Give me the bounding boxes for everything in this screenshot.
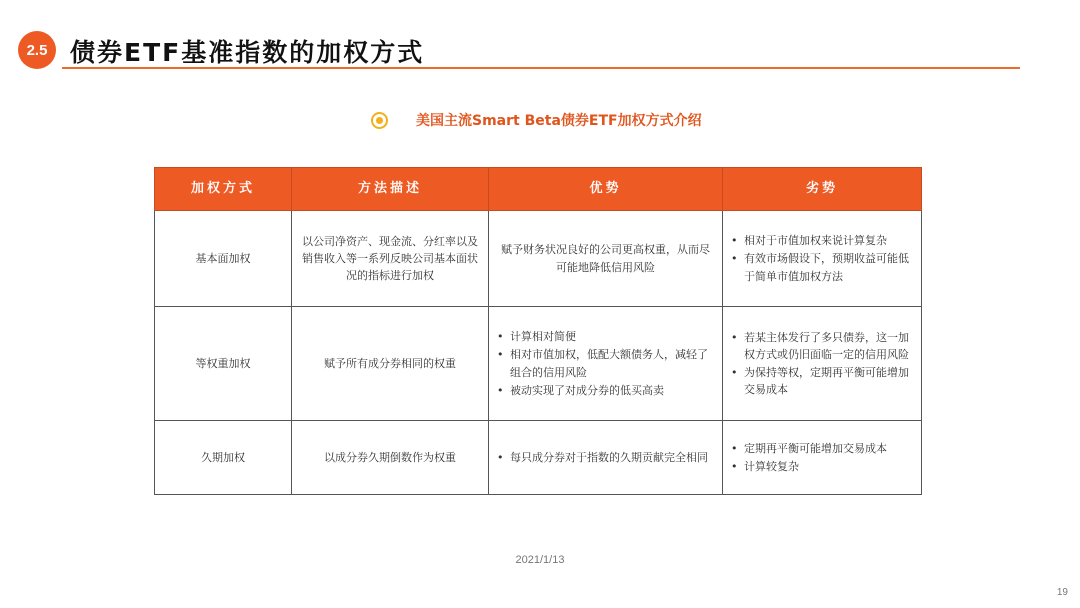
table-row — [155, 307, 922, 421]
section-number-badge — [18, 31, 56, 69]
header-weighting-method: 加权方式 — [155, 168, 292, 211]
list-item: • 相对于市值加权来说计算复杂 — [731, 232, 913, 249]
list-item: • 为保持等权，定期再平衡可能增加交易成本 — [731, 364, 913, 398]
cell-weighting-method: 基本面加权 — [155, 211, 292, 307]
cell-weighting-method: 久期加权 — [155, 421, 292, 495]
cell-advantages: 赋予财务状况良好的公司更高权重，从而尽可能地降低信用风险 — [489, 211, 723, 307]
list-item: • 相对市值加权，低配大额债务人，减轻了组合的信用风险 — [497, 346, 714, 380]
cell-method-description: 以成分券久期倒数作为权重 — [292, 421, 489, 495]
list-item: • 定期再平衡可能增加交易成本 — [731, 440, 913, 457]
cell-advantages — [489, 421, 723, 495]
header-advantages: 优势 — [489, 168, 723, 211]
table-row — [155, 211, 922, 307]
cell-disadvantages — [723, 307, 922, 421]
table-caption — [371, 110, 702, 130]
list-item: • 被动实现了对成分券的低买高卖 — [497, 382, 714, 399]
header-disadvantages: 劣势 — [723, 168, 922, 211]
cell-weighting-method: 等权重加权 — [155, 307, 292, 421]
table-subtitle: 美国主流Smart Beta债券ETF加权方式介绍 — [416, 113, 702, 129]
list-item: • 若某主体发行了多只债券，这一加权方式或仍旧面临一定的信用风险 — [731, 329, 913, 363]
page-title: 债券ETF基准指数的加权方式 — [70, 38, 425, 67]
cell-advantages — [489, 307, 723, 421]
footer-date: 2021/1/13 — [515, 554, 565, 566]
cell-method-description: 以公司净资产、现金流、分红率以及销售收入等一系列反映公司基本面状况的指标进行加权 — [292, 211, 489, 307]
cell-disadvantages — [723, 421, 922, 495]
weighting-methods-table — [154, 167, 922, 495]
section-number: 2.5 — [26, 41, 48, 59]
list-item: • 计算相对简便 — [497, 328, 714, 345]
title-divider — [62, 67, 1020, 69]
page-number: 19 — [1056, 587, 1068, 598]
table-row — [155, 421, 922, 495]
circle-bullet-icon — [371, 112, 388, 129]
cell-method-description: 赋予所有成分券相同的权重 — [292, 307, 489, 421]
list-item: • 每只成分券对于指数的久期贡献完全相同 — [497, 449, 714, 466]
list-item: • 计算较复杂 — [731, 458, 913, 475]
table-header-row — [155, 168, 922, 211]
header-method-description: 方法描述 — [292, 168, 489, 211]
list-item: • 有效市场假设下，预期收益可能低于简单市值加权方法 — [731, 250, 913, 284]
cell-disadvantages — [723, 211, 922, 307]
